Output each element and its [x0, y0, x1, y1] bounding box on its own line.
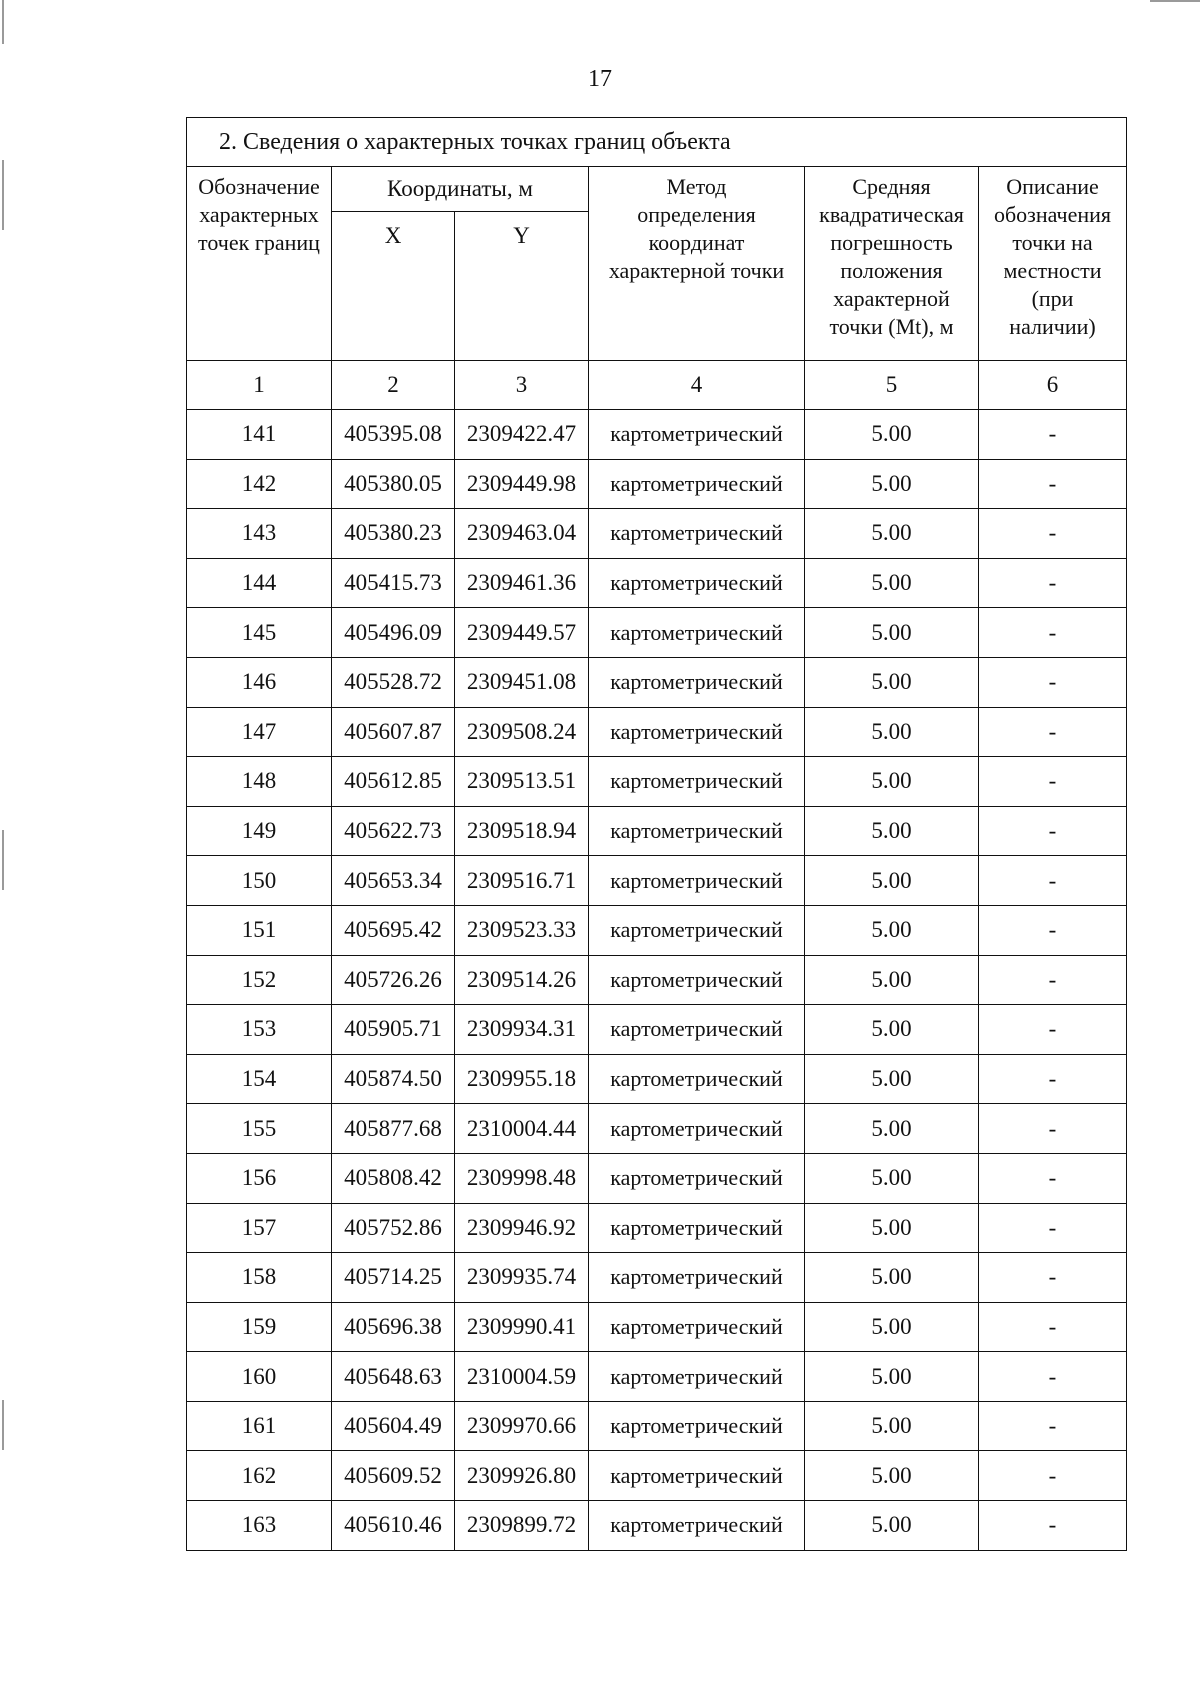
x-coordinate-cell: 405496.09: [332, 608, 455, 658]
description-cell: -: [979, 1501, 1127, 1551]
column-number: 2: [332, 361, 455, 410]
point-cell: 155: [187, 1104, 332, 1154]
error-cell: 5.00: [805, 1401, 979, 1451]
method-cell: картометрический: [589, 1203, 805, 1253]
header-line: характерной точки: [608, 258, 785, 283]
description-cell: -: [979, 707, 1127, 757]
header-line: Обозначение: [198, 174, 320, 199]
x-coordinate-cell: 405648.63: [332, 1352, 455, 1402]
method-cell: картометрический: [589, 459, 805, 509]
method-cell: картометрический: [589, 558, 805, 608]
table-row: [187, 1501, 1127, 1551]
y-coordinate-cell: 2309934.31: [455, 1005, 589, 1055]
error-cell: 5.00: [805, 806, 979, 856]
description-cell: -: [979, 657, 1127, 707]
table-row: [187, 707, 1127, 757]
point-cell: 163: [187, 1501, 332, 1551]
y-coordinate-cell: 2309514.26: [455, 955, 589, 1005]
y-coordinate-cell: 2309946.92: [455, 1203, 589, 1253]
y-coordinate-cell: 2309935.74: [455, 1253, 589, 1303]
x-coordinate-cell: 405610.46: [332, 1501, 455, 1551]
error-cell: 5.00: [805, 1005, 979, 1055]
table-row: [187, 757, 1127, 807]
header-line: характерной: [833, 286, 950, 311]
error-cell: 5.00: [805, 1302, 979, 1352]
point-cell: 158: [187, 1253, 332, 1303]
y-coordinate-cell: 2309899.72: [455, 1501, 589, 1551]
x-coordinate-cell: 405622.73: [332, 806, 455, 856]
header-line: точек границ: [198, 230, 320, 255]
y-coordinate-cell: 2309508.24: [455, 707, 589, 757]
description-cell: -: [979, 856, 1127, 906]
method-cell: картометрический: [589, 1302, 805, 1352]
y-coordinate-cell: 2309513.51: [455, 757, 589, 807]
error-cell: 5.00: [805, 1153, 979, 1203]
table-row: [187, 856, 1127, 906]
header-description: [979, 167, 1127, 361]
method-cell: картометрический: [589, 1451, 805, 1501]
header-point-designation: [187, 167, 332, 361]
method-cell: картометрический: [589, 1153, 805, 1203]
method-cell: картометрический: [589, 1253, 805, 1303]
header-line: Метод: [666, 174, 727, 199]
x-coordinate-cell: 405905.71: [332, 1005, 455, 1055]
method-cell: картометрический: [589, 1104, 805, 1154]
section-title: 2. Сведения о характерных точках границ объекта: [187, 118, 1127, 167]
description-cell: -: [979, 410, 1127, 460]
header-method: [589, 167, 805, 361]
table-row: [187, 1352, 1127, 1402]
scan-edge-mark: [2, 1400, 4, 1450]
column-number: 6: [979, 361, 1127, 410]
y-coordinate-cell: 2309523.33: [455, 905, 589, 955]
description-cell: -: [979, 1054, 1127, 1104]
point-cell: 153: [187, 1005, 332, 1055]
point-cell: 146: [187, 657, 332, 707]
description-cell: -: [979, 1104, 1127, 1154]
error-cell: 5.00: [805, 459, 979, 509]
method-cell: картометрический: [589, 806, 805, 856]
scan-edge-mark: [2, 0, 4, 44]
description-cell: -: [979, 1302, 1127, 1352]
x-coordinate-cell: 405415.73: [332, 558, 455, 608]
error-cell: 5.00: [805, 955, 979, 1005]
point-cell: 161: [187, 1401, 332, 1451]
y-coordinate-cell: 2309451.08: [455, 657, 589, 707]
x-coordinate-cell: 405395.08: [332, 410, 455, 460]
table-row: [187, 806, 1127, 856]
x-coordinate-cell: 405695.42: [332, 905, 455, 955]
table-row: [187, 657, 1127, 707]
table-row: [187, 1253, 1127, 1303]
description-cell: -: [979, 955, 1127, 1005]
method-cell: картометрический: [589, 1501, 805, 1551]
description-cell: -: [979, 1253, 1127, 1303]
description-cell: -: [979, 757, 1127, 807]
header-line: координат: [648, 230, 745, 255]
header-line: наличии): [1009, 314, 1096, 339]
method-cell: картометрический: [589, 757, 805, 807]
y-coordinate-cell: 2309461.36: [455, 558, 589, 608]
point-cell: 157: [187, 1203, 332, 1253]
error-cell: 5.00: [805, 757, 979, 807]
y-coordinate-cell: 2309449.57: [455, 608, 589, 658]
table-row: [187, 955, 1127, 1005]
scan-edge-mark: [2, 830, 4, 890]
method-cell: картометрический: [589, 410, 805, 460]
description-cell: -: [979, 509, 1127, 559]
column-number-row: [187, 361, 1127, 410]
point-cell: 151: [187, 905, 332, 955]
y-coordinate-cell: 2309970.66: [455, 1401, 589, 1451]
x-coordinate-cell: 405609.52: [332, 1451, 455, 1501]
method-cell: картометрический: [589, 1005, 805, 1055]
method-cell: картометрический: [589, 856, 805, 906]
point-cell: 148: [187, 757, 332, 807]
x-coordinate-cell: 405752.86: [332, 1203, 455, 1253]
x-coordinate-cell: 405604.49: [332, 1401, 455, 1451]
point-cell: 144: [187, 558, 332, 608]
table-row: [187, 1203, 1127, 1253]
table-row: [187, 1401, 1127, 1451]
x-coordinate-cell: 405874.50: [332, 1054, 455, 1104]
header-y: Y: [455, 212, 589, 361]
method-cell: картометрический: [589, 955, 805, 1005]
header-line: Описание: [1006, 174, 1099, 199]
table-row: [187, 1153, 1127, 1203]
method-cell: картометрический: [589, 608, 805, 658]
header-line: определения: [637, 202, 756, 227]
error-cell: 5.00: [805, 1253, 979, 1303]
x-coordinate-cell: 405380.23: [332, 509, 455, 559]
method-cell: картометрический: [589, 905, 805, 955]
point-cell: 160: [187, 1352, 332, 1402]
header-line: точки (Mt), м: [829, 314, 954, 339]
x-coordinate-cell: 405612.85: [332, 757, 455, 807]
table-row: [187, 1104, 1127, 1154]
error-cell: 5.00: [805, 1104, 979, 1154]
error-cell: 5.00: [805, 410, 979, 460]
x-coordinate-cell: 405380.05: [332, 459, 455, 509]
point-cell: 142: [187, 459, 332, 509]
description-cell: -: [979, 905, 1127, 955]
y-coordinate-cell: 2309449.98: [455, 459, 589, 509]
point-cell: 154: [187, 1054, 332, 1104]
error-cell: 5.00: [805, 1352, 979, 1402]
table-body: [187, 410, 1127, 1551]
description-cell: -: [979, 1153, 1127, 1203]
description-cell: -: [979, 1005, 1127, 1055]
table-row: [187, 509, 1127, 559]
boundary-points-table: [186, 117, 1127, 1551]
point-cell: 150: [187, 856, 332, 906]
error-cell: 5.00: [805, 1451, 979, 1501]
method-cell: картометрический: [589, 509, 805, 559]
description-cell: -: [979, 1451, 1127, 1501]
header-coordinates: Координаты, м: [332, 167, 589, 212]
x-coordinate-cell: 405877.68: [332, 1104, 455, 1154]
method-cell: картометрический: [589, 1352, 805, 1402]
description-cell: -: [979, 1401, 1127, 1451]
description-cell: -: [979, 1203, 1127, 1253]
point-cell: 159: [187, 1302, 332, 1352]
x-coordinate-cell: 405714.25: [332, 1253, 455, 1303]
header-line: квадратическая: [819, 202, 964, 227]
error-cell: 5.00: [805, 856, 979, 906]
point-cell: 147: [187, 707, 332, 757]
table-row: [187, 558, 1127, 608]
column-number: 1: [187, 361, 332, 410]
y-coordinate-cell: 2309518.94: [455, 806, 589, 856]
column-number: 4: [589, 361, 805, 410]
point-cell: 149: [187, 806, 332, 856]
description-cell: -: [979, 459, 1127, 509]
y-coordinate-cell: 2309516.71: [455, 856, 589, 906]
x-coordinate-cell: 405696.38: [332, 1302, 455, 1352]
header-x: X: [332, 212, 455, 361]
y-coordinate-cell: 2309955.18: [455, 1054, 589, 1104]
table-row: [187, 1005, 1127, 1055]
table-row: [187, 459, 1127, 509]
header-line: точки на: [1012, 230, 1093, 255]
method-cell: картометрический: [589, 1054, 805, 1104]
x-coordinate-cell: 405528.72: [332, 657, 455, 707]
method-cell: картометрический: [589, 1401, 805, 1451]
point-cell: 162: [187, 1451, 332, 1501]
error-cell: 5.00: [805, 905, 979, 955]
error-cell: 5.00: [805, 1054, 979, 1104]
point-cell: 143: [187, 509, 332, 559]
header-line: (при: [1031, 286, 1074, 311]
column-number: 3: [455, 361, 589, 410]
table-row: [187, 608, 1127, 658]
error-cell: 5.00: [805, 657, 979, 707]
page-number: 17: [588, 66, 612, 92]
header-line: местности: [1003, 258, 1102, 283]
table-row: [187, 905, 1127, 955]
x-coordinate-cell: 405607.87: [332, 707, 455, 757]
header-line: характерных: [199, 202, 319, 227]
table-row: [187, 1302, 1127, 1352]
y-coordinate-cell: 2309926.80: [455, 1451, 589, 1501]
y-coordinate-cell: 2310004.59: [455, 1352, 589, 1402]
table-row: [187, 1054, 1127, 1104]
point-cell: 145: [187, 608, 332, 658]
point-cell: 152: [187, 955, 332, 1005]
description-cell: -: [979, 806, 1127, 856]
y-coordinate-cell: 2309998.48: [455, 1153, 589, 1203]
error-cell: 5.00: [805, 707, 979, 757]
header-error: [805, 167, 979, 361]
point-cell: 141: [187, 410, 332, 460]
description-cell: -: [979, 1352, 1127, 1402]
error-cell: 5.00: [805, 608, 979, 658]
y-coordinate-cell: 2309990.41: [455, 1302, 589, 1352]
header-line: погрешность: [830, 230, 953, 255]
x-coordinate-cell: 405808.42: [332, 1153, 455, 1203]
error-cell: 5.00: [805, 509, 979, 559]
error-cell: 5.00: [805, 1203, 979, 1253]
point-cell: 156: [187, 1153, 332, 1203]
description-cell: -: [979, 558, 1127, 608]
y-coordinate-cell: 2309463.04: [455, 509, 589, 559]
scan-edge-mark: [2, 160, 4, 230]
method-cell: картометрический: [589, 707, 805, 757]
y-coordinate-cell: 2310004.44: [455, 1104, 589, 1154]
method-cell: картометрический: [589, 657, 805, 707]
table-row: [187, 410, 1127, 460]
x-coordinate-cell: 405726.26: [332, 955, 455, 1005]
header-line: Средняя: [852, 174, 931, 199]
document-sheet: [186, 117, 1126, 1551]
header-line: обозначения: [993, 202, 1112, 227]
y-coordinate-cell: 2309422.47: [455, 410, 589, 460]
table-row: [187, 1451, 1127, 1501]
x-coordinate-cell: 405653.34: [332, 856, 455, 906]
column-number: 5: [805, 361, 979, 410]
scan-edge-mark: [1150, 0, 1200, 2]
error-cell: 5.00: [805, 1501, 979, 1551]
description-cell: -: [979, 608, 1127, 658]
header-line: положения: [840, 258, 943, 283]
error-cell: 5.00: [805, 558, 979, 608]
